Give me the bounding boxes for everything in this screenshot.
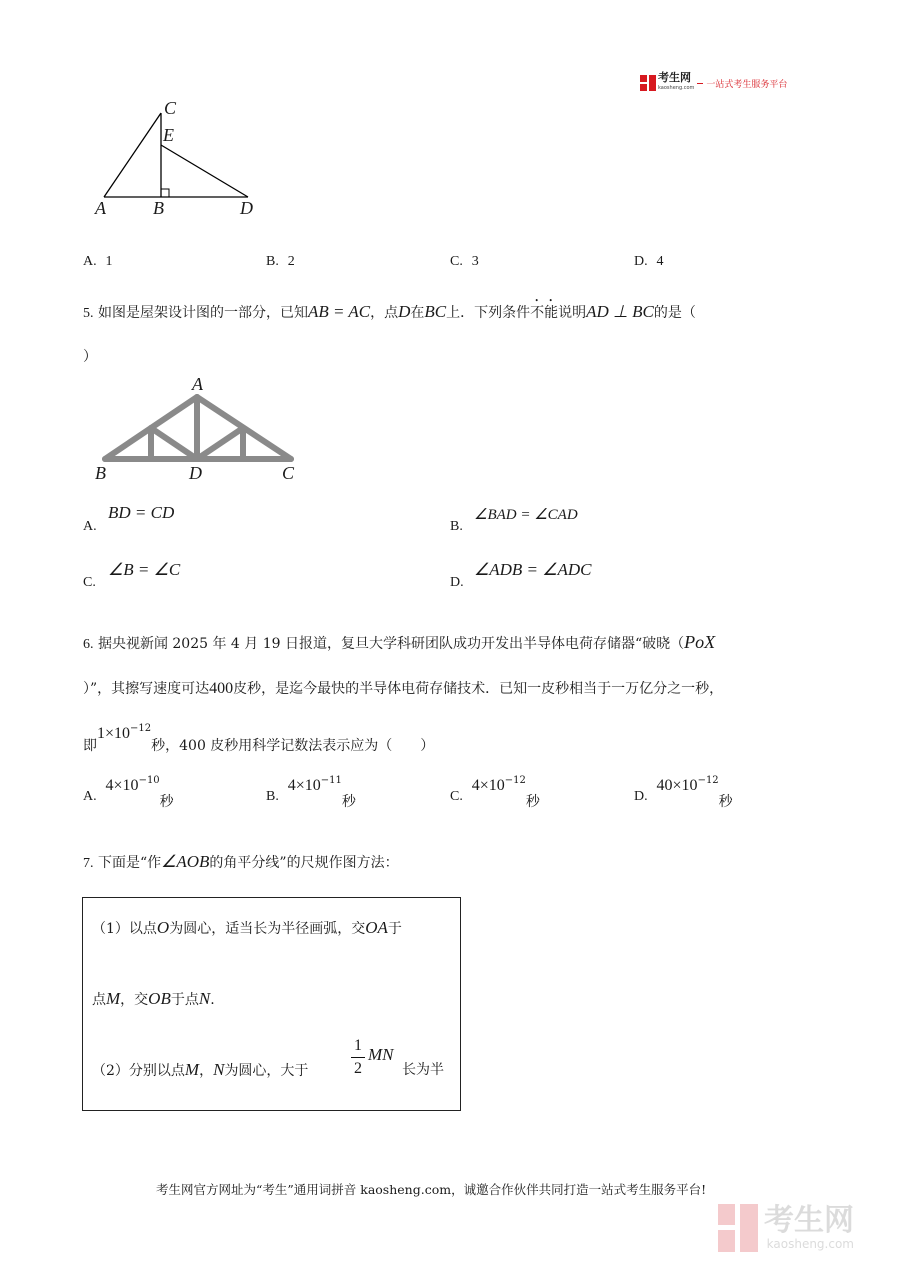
q5-option-a-letter[interactable]: A. bbox=[83, 519, 97, 534]
watermark-logo-icon bbox=[718, 1204, 758, 1252]
q6-option-d[interactable]: D. $40\times 10^{-12}$秒 bbox=[634, 775, 733, 810]
q5-option-d-expr[interactable]: ∠ADB = ∠ADC bbox=[474, 560, 592, 579]
q7-fraction bbox=[351, 1036, 365, 1079]
q4-option-c[interactable]: C. 3 bbox=[450, 254, 479, 269]
watermark-text: 考生网 bbox=[764, 1203, 854, 1238]
q5-option-b-expr[interactable]: ∠BAD = ∠CAD bbox=[474, 507, 578, 523]
fig1-label-a: A bbox=[95, 198, 106, 218]
watermark-sub: kaosheng.com bbox=[766, 1237, 854, 1251]
fig1-label-d: D bbox=[240, 198, 253, 218]
fraction-bar bbox=[351, 1057, 365, 1058]
fig2-label-c: C bbox=[282, 463, 295, 483]
q6-line-2: ）”，其擦写速度可达400皮秒，是迄今最快的半导体电荷存储技术．已知一皮秒相当于一万亿分之一秒， bbox=[83, 680, 724, 697]
q4-option-a[interactable]: A. 1 bbox=[83, 254, 113, 269]
q6-line-1: 6. 据央视新闻 2025 年 4 月 19 日报道，复旦大学科研团队成功开发出半导体电荷存储器“破晓（PoX bbox=[83, 632, 716, 652]
q7-step-2-tail: 长为半 bbox=[402, 1062, 444, 1078]
fig2-label-a: A bbox=[192, 374, 203, 394]
header-divider bbox=[697, 83, 703, 84]
q5-option-c-letter[interactable]: C. bbox=[83, 575, 96, 590]
q7-step-1-line-1: （1）以点O为圆心，适当长为半径画弧，交OA于 bbox=[92, 918, 402, 937]
q7-mn: MN bbox=[368, 1045, 394, 1064]
q6-option-a[interactable]: A. $4\times 10^{-10}$秒 bbox=[83, 775, 174, 810]
emphasis-not-able: 不能 bbox=[530, 305, 559, 321]
header-logo[interactable] bbox=[640, 73, 787, 93]
fig2-label-b: B bbox=[95, 463, 106, 483]
q5-stem-close: ） bbox=[83, 349, 97, 365]
footer-text: 考生网官方网址为“考生”通用词拼音 kaosheng.com，诚邀合作伙伴共同打造一站式考生服务平台! bbox=[156, 1182, 707, 1197]
q7-stem: 7. 下面是“作∠AOB的角平分线”的尺规作图方法： bbox=[83, 852, 399, 871]
fig1-label-b: B bbox=[153, 198, 164, 218]
fig1-label-e: E bbox=[163, 125, 174, 145]
q5-option-b-letter[interactable]: B. bbox=[450, 519, 463, 534]
q6-option-c[interactable]: C. $4\times 10^{-12}$秒 bbox=[450, 775, 540, 810]
figure-2-truss bbox=[95, 385, 305, 470]
fraction-denominator: 2 bbox=[354, 1060, 362, 1077]
kaosheng-logo-icon bbox=[640, 75, 656, 91]
fig2-label-d: D bbox=[189, 463, 202, 483]
q6-option-b[interactable]: B. $4\times 10^{-11}$秒 bbox=[266, 775, 356, 810]
q6-line-3: 即$1\times 10^{-12}$秒，400 皮秒用科学记数法表示应为（ ） bbox=[83, 723, 435, 754]
q7-step-1-line-2: 点M，交OB于点N. bbox=[92, 989, 215, 1008]
header-tagline: 一站式考生服务平台 bbox=[706, 79, 788, 90]
logo-text: 考生网 bbox=[658, 71, 691, 84]
fraction-numerator: 1 bbox=[354, 1037, 362, 1054]
q4-option-b[interactable]: B. 2 bbox=[266, 254, 295, 269]
q5-option-a-expr[interactable]: BD = CD bbox=[108, 503, 175, 522]
q4-option-d[interactable]: D. 4 bbox=[634, 254, 664, 269]
logo-sub: kaosheng.com bbox=[658, 85, 695, 91]
q7-step-2: （2）分别以点M，N为圆心，大于 bbox=[92, 1060, 309, 1079]
q5-option-d-letter[interactable]: D. bbox=[450, 575, 464, 590]
q5-stem: 5. 如图是屋架设计图的一部分，已知AB = AC，点D在BC上．下列条件不能说明AD ⊥ BC的是（ bbox=[83, 302, 696, 321]
q5-option-c-expr[interactable]: ∠B = ∠C bbox=[108, 560, 181, 579]
fig1-label-c: C bbox=[164, 98, 177, 118]
footer-watermark bbox=[718, 1204, 854, 1252]
